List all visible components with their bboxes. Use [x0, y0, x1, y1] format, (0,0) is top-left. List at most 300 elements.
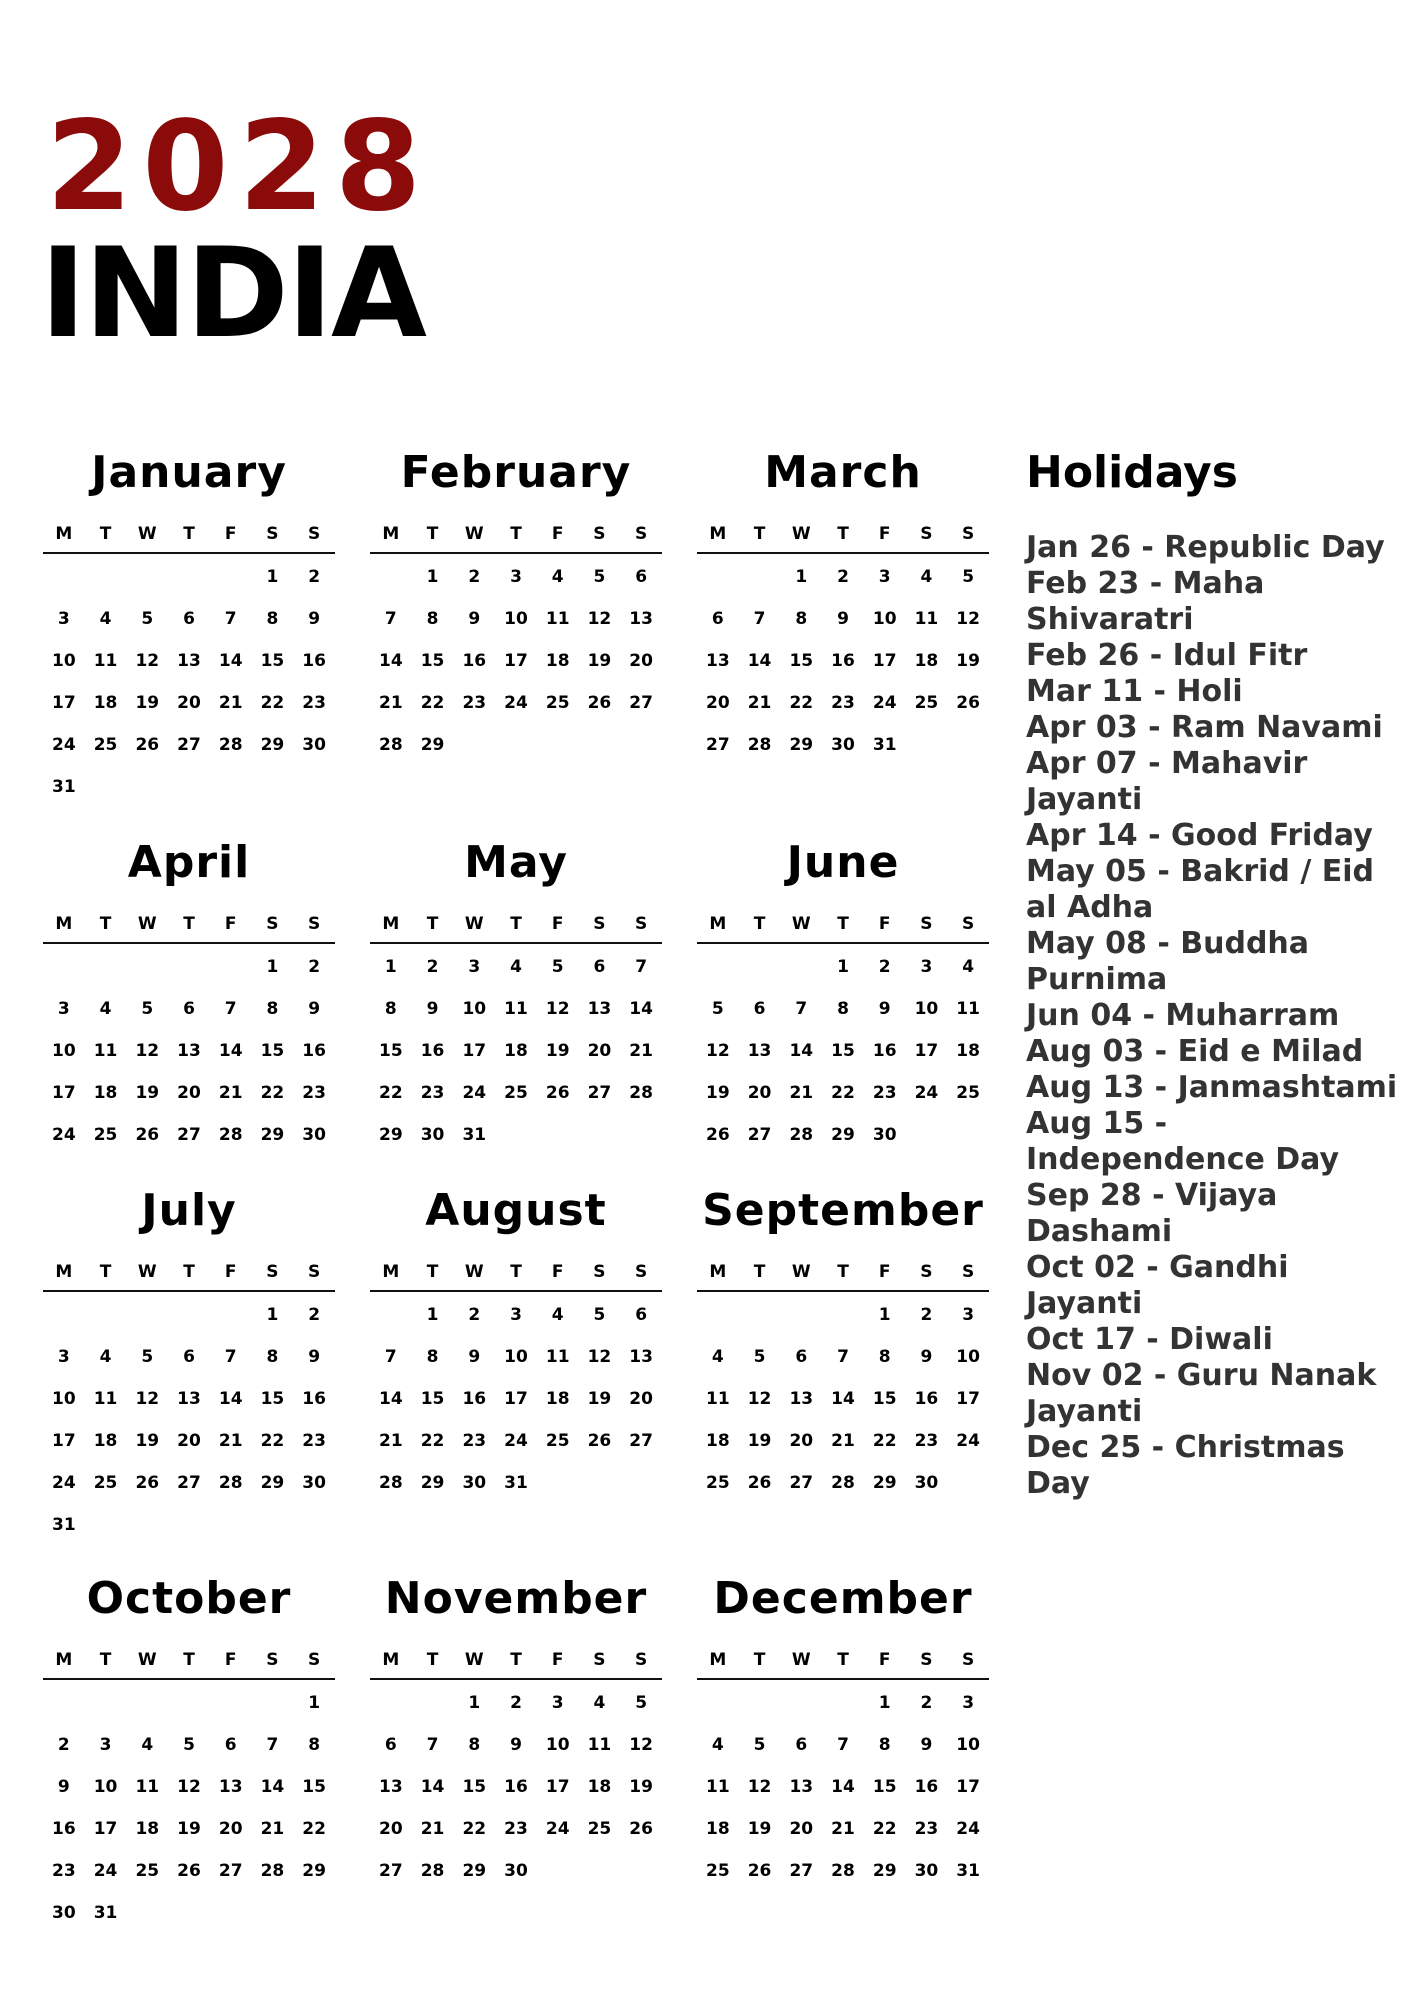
day-cell: 28	[218, 1473, 243, 1493]
day-cell: 19	[747, 1431, 772, 1451]
day-cell: 18	[706, 1819, 730, 1839]
day-cell: 12	[747, 1389, 772, 1409]
day-cell: 16	[302, 651, 326, 671]
day-cell: 13	[177, 651, 201, 671]
weekday-label: T	[99, 914, 112, 934]
weekday-label: M	[55, 1650, 73, 1670]
day-cell: 6	[635, 1305, 648, 1325]
weekday-label: T	[426, 524, 439, 544]
weekday-header	[370, 906, 662, 944]
weekday-label: M	[709, 1262, 727, 1282]
day-cell: 2	[308, 1305, 321, 1325]
day-cell: 31	[93, 1903, 118, 1923]
weekday-label: M	[382, 914, 400, 934]
day-cell: 26	[587, 693, 612, 713]
day-cell: 25	[93, 1473, 118, 1493]
day-cell: 6	[711, 609, 724, 629]
weekday-label: T	[837, 914, 849, 934]
day-cell: 5	[593, 1305, 606, 1325]
day-cell: 10	[545, 1735, 570, 1755]
day-cell: 7	[224, 609, 237, 629]
day-cell: 8	[468, 1735, 481, 1755]
day-cell: 17	[914, 1041, 939, 1061]
day-cell: 15	[420, 651, 445, 671]
day-cell: 26	[135, 1473, 160, 1493]
day-cell: 14	[420, 1777, 445, 1797]
day-cell: 12	[956, 609, 980, 629]
weekday-label: T	[99, 1262, 112, 1282]
day-cell: 27	[177, 1473, 201, 1493]
day-cell: 23	[302, 693, 326, 713]
day-cell: 16	[504, 1777, 528, 1797]
day-cell: 12	[587, 1347, 612, 1367]
holiday-item: May 05 - Bakrid / Eid al Adha	[1026, 854, 1374, 925]
day-cell: 11	[504, 999, 528, 1019]
day-cell: 2	[57, 1735, 70, 1755]
day-cell: 5	[551, 957, 564, 977]
day-cell: 10	[462, 999, 487, 1019]
weekday-label: S	[593, 1262, 606, 1282]
weekday-header	[697, 906, 989, 944]
day-cell: 8	[837, 999, 849, 1019]
day-cell: 13	[789, 1777, 814, 1797]
day-cell: 16	[914, 1389, 939, 1409]
day-cell: 18	[914, 651, 939, 671]
day-grid	[370, 1294, 662, 1504]
day-cell: 15	[872, 1389, 897, 1409]
day-cell: 12	[629, 1735, 653, 1755]
month-february	[370, 446, 662, 766]
day-cell: 15	[831, 1041, 855, 1061]
day-cell: 17	[872, 651, 897, 671]
day-cell: 18	[93, 1083, 118, 1103]
day-cell: 5	[141, 609, 154, 629]
day-cell: 24	[52, 1125, 76, 1145]
weekday-label: M	[709, 524, 727, 544]
day-cell: 27	[747, 1125, 772, 1145]
weekday-label: S	[962, 914, 975, 934]
day-cell: 22	[260, 1083, 285, 1103]
calendar-country: INDIA	[40, 222, 425, 366]
day-cell: 12	[587, 609, 612, 629]
day-cell: 18	[135, 1819, 160, 1839]
day-cell: 19	[587, 1389, 612, 1409]
weekday-label: W	[137, 914, 157, 934]
weekday-label: S	[593, 914, 606, 934]
day-cell: 1	[266, 1305, 279, 1325]
day-cell: 13	[218, 1777, 243, 1797]
weekday-label: F	[224, 914, 237, 934]
day-cell: 6	[183, 999, 195, 1019]
day-cell: 30	[302, 1125, 326, 1145]
day-cell: 14	[789, 1041, 814, 1061]
day-cell: 9	[426, 999, 439, 1019]
day-cell: 19	[135, 693, 160, 713]
weekday-label: T	[426, 914, 439, 934]
day-cell: 31	[872, 735, 897, 755]
weekday-label: F	[551, 914, 564, 934]
day-cell: 4	[551, 1305, 564, 1325]
day-cell: 4	[141, 1735, 154, 1755]
month-name: March	[764, 447, 922, 498]
day-cell: 25	[706, 1473, 730, 1493]
day-cell: 9	[837, 609, 849, 629]
weekday-label: T	[510, 1262, 522, 1282]
weekday-label: F	[551, 1650, 564, 1670]
day-cell: 4	[99, 999, 112, 1019]
weekday-label: S	[266, 524, 279, 544]
day-cell: 11	[93, 1389, 118, 1409]
day-cell: 15	[260, 1389, 285, 1409]
day-grid	[697, 1682, 989, 1892]
day-cell: 16	[462, 651, 487, 671]
month-name: December	[713, 1573, 973, 1624]
day-cell: 21	[420, 1819, 445, 1839]
holiday-item: Nov 02 - Guru Nanak Jayanti	[1026, 1358, 1377, 1429]
day-cell: 24	[504, 693, 528, 713]
day-cell: 10	[52, 1041, 76, 1061]
day-cell: 3	[920, 957, 933, 977]
weekday-label: S	[635, 1262, 648, 1282]
day-cell: 9	[468, 609, 481, 629]
holiday-item: Oct 02 - Gandhi Jayanti	[1026, 1250, 1289, 1321]
day-cell: 2	[920, 1305, 933, 1325]
holiday-item: Feb 26 - Idul Fitr	[1026, 638, 1308, 673]
day-cell: 17	[504, 1389, 528, 1409]
day-cell: 9	[308, 1347, 321, 1367]
weekday-label: W	[464, 1262, 484, 1282]
day-cell: 6	[753, 999, 766, 1019]
day-cell: 22	[302, 1819, 326, 1839]
day-cell: 7	[224, 999, 237, 1019]
day-cell: 8	[795, 609, 808, 629]
weekday-header	[43, 516, 335, 554]
day-cell: 16	[872, 1041, 897, 1061]
weekday-label: S	[920, 1262, 933, 1282]
day-cell: 7	[753, 609, 766, 629]
day-cell: 3	[551, 1693, 564, 1713]
weekday-header	[370, 1254, 662, 1292]
day-grid	[370, 946, 662, 1156]
day-cell: 14	[379, 651, 403, 671]
day-cell: 24	[93, 1861, 118, 1881]
day-cell: 30	[420, 1125, 445, 1145]
day-cell: 9	[468, 1347, 481, 1367]
weekday-label: T	[183, 1262, 195, 1282]
day-cell: 14	[747, 651, 772, 671]
day-cell: 7	[795, 999, 808, 1019]
weekday-label: F	[551, 1262, 564, 1282]
day-cell: 2	[920, 1693, 933, 1713]
weekday-label: W	[791, 524, 811, 544]
day-cell: 8	[308, 1735, 321, 1755]
day-cell: 26	[747, 1861, 772, 1881]
day-cell: 21	[831, 1819, 855, 1839]
day-cell: 16	[831, 651, 855, 671]
holidays-title: Holidays	[1026, 447, 1238, 498]
weekday-label: T	[426, 1650, 439, 1670]
weekday-label: S	[266, 1262, 279, 1282]
day-cell: 31	[504, 1473, 528, 1493]
day-cell: 30	[914, 1473, 939, 1493]
day-cell: 6	[635, 567, 648, 587]
day-grid	[370, 556, 662, 766]
day-cell: 7	[384, 609, 397, 629]
holiday-item: Aug 15 - Independence Day	[1026, 1106, 1340, 1177]
day-grid	[370, 1682, 662, 1892]
day-cell: 11	[93, 1041, 118, 1061]
day-cell: 22	[462, 1819, 487, 1839]
day-cell: 13	[706, 651, 730, 671]
day-cell: 17	[504, 651, 528, 671]
day-cell: 13	[177, 1389, 201, 1409]
weekday-label: S	[920, 524, 933, 544]
month-august	[370, 1184, 662, 1504]
month-name: August	[425, 1185, 607, 1236]
month-name: November	[384, 1573, 648, 1624]
day-cell: 4	[551, 567, 564, 587]
day-cell: 23	[302, 1083, 326, 1103]
day-cell: 24	[52, 1473, 76, 1493]
holiday-item: Aug 13 - Janmashtami	[1026, 1070, 1398, 1105]
day-cell: 3	[962, 1693, 975, 1713]
day-cell: 10	[504, 609, 528, 629]
day-cell: 6	[795, 1347, 808, 1367]
day-grid	[43, 1294, 335, 1546]
day-cell: 3	[468, 957, 481, 977]
day-cell: 9	[920, 1735, 933, 1755]
day-cell: 5	[711, 999, 724, 1019]
day-cell: 11	[956, 999, 980, 1019]
weekday-label: T	[99, 1650, 112, 1670]
day-cell: 20	[629, 651, 653, 671]
weekday-label: T	[183, 914, 195, 934]
day-cell: 15	[379, 1041, 403, 1061]
day-cell: 28	[629, 1083, 653, 1103]
day-cell: 26	[177, 1861, 201, 1881]
day-cell: 6	[384, 1735, 397, 1755]
day-cell: 2	[510, 1693, 522, 1713]
day-cell: 18	[93, 693, 118, 713]
day-cell: 3	[57, 609, 70, 629]
day-cell: 13	[747, 1041, 772, 1061]
day-cell: 20	[747, 1083, 772, 1103]
day-cell: 29	[462, 1861, 487, 1881]
day-cell: 8	[266, 1347, 279, 1367]
day-cell: 20	[587, 1041, 612, 1061]
day-cell: 11	[545, 609, 570, 629]
weekday-label: T	[837, 1650, 849, 1670]
day-cell: 15	[260, 1041, 285, 1061]
day-cell: 27	[177, 735, 201, 755]
month-may	[370, 836, 662, 1156]
weekday-header	[697, 1254, 989, 1292]
month-july	[43, 1184, 335, 1546]
day-cell: 13	[587, 999, 612, 1019]
day-cell: 19	[545, 1041, 570, 1061]
weekday-label: F	[224, 1262, 237, 1282]
weekday-label: S	[635, 524, 648, 544]
weekday-label: S	[962, 1262, 975, 1282]
day-cell: 5	[753, 1347, 766, 1367]
day-cell: 23	[462, 693, 487, 713]
weekday-label: S	[920, 1650, 933, 1670]
day-cell: 21	[260, 1819, 285, 1839]
day-cell: 20	[789, 1819, 814, 1839]
holiday-item: Oct 17 - Diwali	[1026, 1322, 1273, 1357]
holiday-item: Jun 04 - Muharram	[1026, 998, 1340, 1033]
day-cell: 3	[510, 567, 522, 587]
day-cell: 24	[956, 1431, 980, 1451]
day-cell: 18	[93, 1431, 118, 1451]
day-cell: 1	[308, 1693, 321, 1713]
weekday-label: W	[791, 1650, 811, 1670]
month-september	[697, 1184, 989, 1504]
day-cell: 21	[747, 693, 772, 713]
month-name: July	[141, 1185, 237, 1236]
calendar-year: 2028	[46, 95, 432, 239]
day-cell: 14	[831, 1777, 855, 1797]
weekday-label: T	[753, 524, 766, 544]
weekday-label: T	[837, 1262, 849, 1282]
holiday-item: Apr 07 - Mahavir Jayanti	[1026, 746, 1308, 817]
day-cell: 8	[266, 999, 279, 1019]
month-april	[43, 836, 335, 1156]
day-cell: 23	[462, 1431, 487, 1451]
day-cell: 18	[545, 651, 570, 671]
day-cell: 28	[218, 735, 243, 755]
day-cell: 25	[587, 1819, 612, 1839]
day-cell: 15	[302, 1777, 326, 1797]
weekday-label: F	[878, 1650, 891, 1670]
weekday-label: T	[183, 1650, 195, 1670]
day-cell: 12	[706, 1041, 730, 1061]
day-cell: 4	[711, 1735, 724, 1755]
day-cell: 20	[177, 693, 201, 713]
day-cell: 29	[872, 1861, 897, 1881]
day-cell: 17	[52, 1083, 76, 1103]
weekday-label: S	[962, 1650, 975, 1670]
day-cell: 26	[706, 1125, 730, 1145]
month-december	[697, 1572, 989, 1892]
day-cell: 1	[878, 1305, 891, 1325]
day-cell: 30	[462, 1473, 487, 1493]
day-cell: 5	[183, 1735, 195, 1755]
month-march	[697, 446, 989, 766]
day-cell: 28	[260, 1861, 285, 1881]
month-name: June	[786, 837, 900, 888]
weekday-label: S	[266, 1650, 279, 1670]
day-cell: 3	[57, 999, 70, 1019]
day-cell: 4	[711, 1347, 724, 1367]
day-cell: 29	[420, 1473, 445, 1493]
holiday-item: Mar 11 - Holi	[1026, 674, 1243, 709]
day-cell: 10	[52, 1389, 76, 1409]
weekday-label: S	[308, 524, 321, 544]
day-cell: 24	[52, 735, 76, 755]
day-cell: 26	[587, 1431, 612, 1451]
day-cell: 9	[920, 1347, 933, 1367]
day-cell: 23	[914, 1431, 939, 1451]
day-cell: 24	[956, 1819, 980, 1839]
weekday-label: F	[878, 524, 891, 544]
day-cell: 20	[789, 1431, 814, 1451]
day-cell: 5	[635, 1693, 648, 1713]
weekday-label: S	[308, 1650, 321, 1670]
month-name: April	[127, 837, 251, 888]
day-cell: 31	[462, 1125, 487, 1145]
day-cell: 16	[302, 1041, 326, 1061]
day-cell: 21	[629, 1041, 653, 1061]
month-june	[697, 836, 989, 1156]
day-cell: 19	[706, 1083, 730, 1103]
day-cell: 16	[462, 1389, 487, 1409]
day-cell: 14	[831, 1389, 855, 1409]
day-cell: 22	[420, 693, 445, 713]
day-cell: 7	[224, 1347, 237, 1367]
weekday-label: T	[99, 524, 112, 544]
weekday-label: W	[791, 1262, 811, 1282]
weekday-label: T	[426, 1262, 439, 1282]
weekday-label: M	[709, 1650, 727, 1670]
day-cell: 2	[426, 957, 439, 977]
weekday-header	[697, 516, 989, 554]
weekday-label: W	[464, 524, 484, 544]
day-cell: 10	[872, 609, 897, 629]
day-cell: 25	[545, 693, 570, 713]
day-cell: 14	[218, 651, 243, 671]
day-cell: 24	[504, 1431, 528, 1451]
weekday-label: T	[510, 914, 522, 934]
day-cell: 21	[789, 1083, 814, 1103]
weekday-label: W	[137, 1650, 157, 1670]
month-january	[43, 446, 335, 808]
day-cell: 5	[962, 567, 975, 587]
day-cell: 22	[831, 1083, 855, 1103]
weekday-label: F	[224, 524, 237, 544]
day-cell: 4	[593, 1693, 606, 1713]
day-cell: 29	[260, 1125, 285, 1145]
day-cell: 3	[57, 1347, 70, 1367]
day-cell: 18	[545, 1389, 570, 1409]
day-cell: 11	[914, 609, 939, 629]
weekday-header	[370, 1642, 662, 1680]
day-cell: 13	[177, 1041, 201, 1061]
day-cell: 1	[384, 957, 397, 977]
day-cell: 29	[260, 1473, 285, 1493]
day-cell: 3	[510, 1305, 522, 1325]
day-cell: 28	[420, 1861, 445, 1881]
day-cell: 10	[956, 1735, 980, 1755]
day-cell: 15	[420, 1389, 445, 1409]
day-cell: 3	[878, 567, 891, 587]
day-cell: 10	[956, 1347, 980, 1367]
day-cell: 23	[831, 693, 855, 713]
day-cell: 5	[141, 999, 154, 1019]
day-cell: 9	[57, 1777, 70, 1797]
day-grid	[697, 946, 989, 1156]
day-cell: 30	[831, 735, 855, 755]
day-cell: 13	[629, 1347, 653, 1367]
weekday-header	[697, 1642, 989, 1680]
weekday-label: T	[753, 1650, 766, 1670]
day-cell: 20	[379, 1819, 403, 1839]
day-cell: 27	[706, 735, 730, 755]
weekday-label: S	[593, 1650, 606, 1670]
weekday-label: S	[635, 914, 648, 934]
weekday-label: M	[709, 914, 727, 934]
holiday-item: Dec 25 - Christmas Day	[1026, 1430, 1345, 1501]
